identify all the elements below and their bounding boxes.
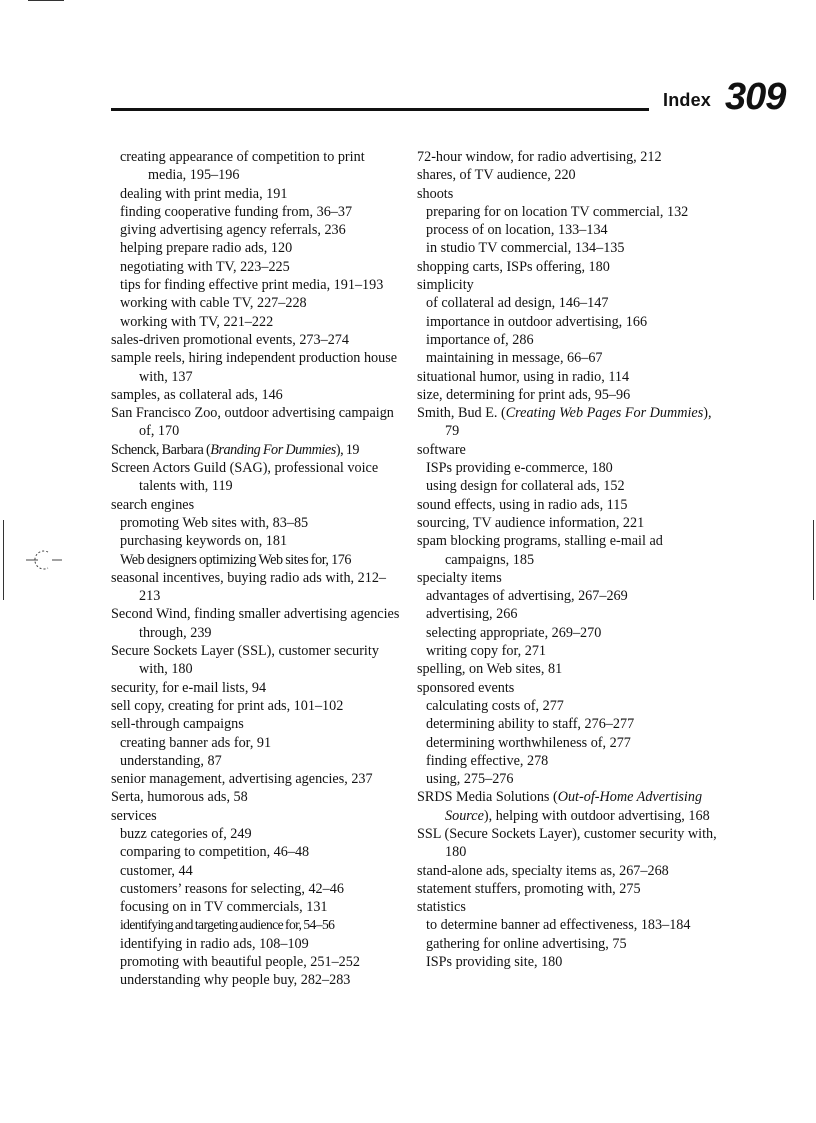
index-entry-text: buzz categories of, 249 bbox=[120, 825, 252, 842]
crop-mark-right bbox=[813, 520, 814, 600]
index-column-left bbox=[111, 148, 401, 990]
index-entry bbox=[111, 770, 401, 788]
index-entry-title: Creating Web Pages For Dummies bbox=[505, 405, 704, 422]
index-entry bbox=[417, 496, 717, 514]
index-entry-text: working with TV, 221–222 bbox=[120, 313, 274, 330]
index-entry-text: creating appearance of competition to print media, 195–196 bbox=[120, 149, 365, 184]
index-subentry bbox=[417, 221, 717, 239]
index-entry-text: size, determining for print ads, 95–96 bbox=[417, 386, 631, 403]
index-entry-text: working with cable TV, 227–228 bbox=[120, 295, 307, 312]
index-entry-text: statistics bbox=[417, 899, 466, 916]
crop-mark-left bbox=[3, 520, 4, 600]
index-entry-text: Web designers optimizing Web sites for, 176 bbox=[120, 551, 352, 568]
index-subentry bbox=[417, 587, 717, 605]
index-entry-text: shoots bbox=[417, 185, 454, 202]
index-entry-text: shopping carts, ISPs offering, 180 bbox=[417, 258, 610, 275]
index-entry-text: sponsored events bbox=[417, 679, 515, 696]
index-entry-text: customer, 44 bbox=[120, 862, 193, 879]
index-entry bbox=[111, 697, 401, 715]
index-entry-text: sound effects, using in radio ads, 115 bbox=[417, 496, 628, 513]
index-entry-text: security, for e-mail lists, 94 bbox=[111, 679, 267, 696]
index-entry-text: dealing with print media, 191 bbox=[120, 185, 288, 202]
index-subentry bbox=[417, 916, 717, 934]
index-entry-text: giving advertising agency referrals, 236 bbox=[120, 222, 346, 239]
index-subentry bbox=[417, 477, 717, 495]
index-entry bbox=[417, 276, 717, 294]
index-entry-text: Serta, humorous ads, 58 bbox=[111, 789, 248, 806]
index-entry bbox=[111, 349, 401, 386]
index-subentry bbox=[417, 331, 717, 349]
index-entry bbox=[417, 532, 717, 569]
index-entry-text: sell-through campaigns bbox=[111, 716, 244, 733]
index-entry-text: finding effective, 278 bbox=[426, 752, 549, 769]
index-entry bbox=[417, 898, 717, 916]
index-entry bbox=[111, 496, 401, 514]
index-entry-text: stand-alone ads, specialty items as, 267–268 bbox=[417, 862, 669, 879]
index-entry-text: maintaining in message, 66–67 bbox=[426, 350, 603, 367]
index-entry-text: seasonal incentives, buying radio ads with, 212–213 bbox=[111, 569, 387, 605]
index-entry-text: sell copy, creating for print ads, 101–102 bbox=[111, 697, 344, 714]
index-entry-text: ISPs providing site, 180 bbox=[426, 954, 563, 971]
index-entry-text: ISPs providing e-commerce, 180 bbox=[426, 460, 613, 477]
index-entry bbox=[417, 788, 717, 825]
index-subentry bbox=[417, 734, 717, 752]
index-entry-text: identifying and targeting audience for, 54–56 bbox=[120, 917, 335, 933]
index-entry bbox=[111, 569, 401, 606]
index-entry-text: senior management, advertising agencies, 237 bbox=[111, 771, 373, 788]
index-subentry bbox=[111, 258, 401, 276]
index-entry-title: Out-of-Home Advertising Source bbox=[445, 789, 703, 824]
running-header bbox=[111, 78, 791, 118]
index-subentry bbox=[111, 752, 401, 770]
index-entry-text: promoting with beautiful people, 251–252 bbox=[120, 954, 360, 971]
index-entry-text: understanding, 87 bbox=[120, 752, 222, 769]
index-subentry bbox=[111, 276, 401, 294]
index-entry-text: 72-hour window, for radio advertising, 212 bbox=[417, 149, 662, 165]
index-subentry bbox=[111, 551, 401, 569]
index-entry bbox=[417, 166, 717, 184]
index-entry-text: determining ability to staff, 276–277 bbox=[426, 716, 635, 733]
index-subentry bbox=[417, 294, 717, 312]
index-entry-text: focusing on in TV commercials, 131 bbox=[120, 899, 328, 916]
index-subentry bbox=[417, 624, 717, 642]
index-entry-text: specialty items bbox=[417, 569, 502, 586]
index-subentry bbox=[417, 239, 717, 257]
index-entry bbox=[111, 642, 401, 679]
index-entry-text: ), 19 bbox=[335, 441, 360, 458]
index-entry bbox=[417, 404, 717, 441]
index-subentry bbox=[111, 916, 401, 934]
index-entry-text: calculating costs of, 277 bbox=[426, 697, 564, 714]
index-entry-text: SRDS Media Solutions ( bbox=[417, 789, 558, 806]
index-entry-text: finding cooperative funding from, 36–37 bbox=[120, 203, 353, 220]
index-entry bbox=[417, 660, 717, 678]
index-entry bbox=[417, 258, 717, 276]
index-entry-text: advertising, 266 bbox=[426, 606, 518, 623]
index-entry bbox=[111, 459, 401, 496]
index-subentry bbox=[417, 605, 717, 623]
index-entry-text: Screen Actors Guild (SAG), professional voice talents with, 119 bbox=[111, 460, 379, 495]
index-entry-text: selecting appropriate, 269–270 bbox=[426, 624, 602, 641]
index-entry-text: sample reels, hiring independent production house with, 137 bbox=[111, 350, 398, 385]
index-entry bbox=[111, 788, 401, 806]
index-entry-text: SSL (Secure Sockets Layer), customer security with, 180 bbox=[417, 825, 717, 861]
index-subentry bbox=[417, 642, 717, 660]
index-subentry bbox=[417, 935, 717, 953]
index-subentry bbox=[417, 313, 717, 331]
index-entry bbox=[111, 679, 401, 697]
index-subentry bbox=[111, 148, 401, 185]
crop-mark-top bbox=[28, 0, 64, 1]
index-subentry bbox=[111, 221, 401, 239]
index-entry-text: Second Wind, finding smaller advertising agencies through, 239 bbox=[111, 606, 400, 641]
index-subentry bbox=[111, 313, 401, 331]
index-subentry bbox=[111, 294, 401, 312]
index-entry-text: using design for collateral ads, 152 bbox=[426, 478, 625, 495]
index-entry-text: importance in outdoor advertising, 166 bbox=[426, 313, 648, 330]
index-subentry bbox=[111, 734, 401, 752]
index-entry bbox=[111, 386, 401, 404]
index-entry bbox=[417, 368, 717, 386]
index-subentry bbox=[417, 752, 717, 770]
index-subentry bbox=[417, 349, 717, 367]
page-number: 309 bbox=[725, 76, 786, 118]
index-entry bbox=[111, 404, 401, 441]
index-subentry bbox=[111, 971, 401, 989]
index-entry-text: process of on location, 133–134 bbox=[426, 222, 608, 239]
index-entry-text: sales-driven promotional events, 273–274 bbox=[111, 331, 349, 348]
index-entry bbox=[111, 605, 401, 642]
index-entry-text: creating banner ads for, 91 bbox=[120, 734, 272, 751]
index-entry-text: Schenck, Barbara ( bbox=[111, 441, 211, 458]
index-subentry bbox=[417, 715, 717, 733]
index-entry-text: writing copy for, 271 bbox=[426, 643, 547, 660]
index-entry bbox=[417, 441, 717, 459]
index-entry-text: of collateral ad design, 146–147 bbox=[426, 295, 609, 312]
index-entry bbox=[111, 807, 401, 825]
index-subentry bbox=[111, 880, 401, 898]
index-entry-text: samples, as collateral ads, 146 bbox=[111, 386, 283, 403]
index-subentry bbox=[111, 532, 401, 550]
index-entry bbox=[417, 880, 717, 898]
index-subentry bbox=[111, 203, 401, 221]
index-entry bbox=[417, 185, 717, 203]
index-entry-text: statement stuffers, promoting with, 275 bbox=[417, 880, 641, 897]
index-subentry bbox=[417, 953, 717, 971]
index-subentry bbox=[111, 185, 401, 203]
index-entry-text: helping prepare radio ads, 120 bbox=[120, 240, 293, 257]
index-subentry bbox=[111, 514, 401, 532]
index-entry-text: sourcing, TV audience information, 221 bbox=[417, 514, 645, 531]
index-entry-text: spelling, on Web sites, 81 bbox=[417, 661, 563, 678]
index-entry-text: customers’ reasons for selecting, 42–46 bbox=[120, 880, 344, 897]
index-entry-text: tips for finding effective print media, 191–193 bbox=[120, 277, 384, 294]
index-entry-text: services bbox=[111, 807, 157, 824]
index-subentry bbox=[111, 825, 401, 843]
index-entry bbox=[417, 148, 717, 166]
index-subentry bbox=[417, 459, 717, 477]
index-entry-text: ), 79 bbox=[445, 405, 712, 440]
index-entry-text: search engines bbox=[111, 496, 195, 513]
index-subentry bbox=[111, 898, 401, 916]
index-subentry bbox=[111, 862, 401, 880]
index-entry-text: negotiating with TV, 223–225 bbox=[120, 258, 290, 275]
index-subentry bbox=[111, 953, 401, 971]
index-column-right bbox=[417, 148, 717, 971]
index-entry-text: San Francisco Zoo, outdoor advertising campaign of, 170 bbox=[111, 405, 394, 440]
index-entry-text: software bbox=[417, 441, 466, 458]
index-entry-text: comparing to competition, 46–48 bbox=[120, 844, 310, 861]
index-subentry bbox=[417, 697, 717, 715]
index-entry-text: promoting Web sites with, 83–85 bbox=[120, 514, 309, 531]
index-entry-text: simplicity bbox=[417, 277, 474, 294]
index-entry-text: using, 275–276 bbox=[426, 771, 514, 788]
index-subentry bbox=[417, 770, 717, 788]
index-entry-text: identifying in radio ads, 108–109 bbox=[120, 935, 309, 952]
index-subentry bbox=[111, 843, 401, 861]
index-entry-text: ), helping with outdoor advertising, 168 bbox=[483, 807, 710, 824]
index-entry bbox=[417, 386, 717, 404]
index-entry-text: in studio TV commercial, 134–135 bbox=[426, 240, 625, 257]
index-entry bbox=[417, 514, 717, 532]
index-entry-text: importance of, 286 bbox=[426, 331, 534, 348]
index-entry bbox=[111, 441, 401, 459]
index-entry-text: purchasing keywords on, 181 bbox=[120, 533, 288, 550]
index-subentry bbox=[111, 935, 401, 953]
index-entry bbox=[417, 862, 717, 880]
index-entry-text: situational humor, using in radio, 114 bbox=[417, 368, 630, 385]
index-subentry bbox=[417, 203, 717, 221]
index-entry-text: understanding why people buy, 282–283 bbox=[120, 972, 351, 989]
index-entry-text: preparing for on location TV commercial, 132 bbox=[426, 203, 689, 220]
section-title: Index bbox=[663, 90, 712, 110]
index-entry-text: determining worthwhileness of, 277 bbox=[426, 734, 631, 751]
index-entry bbox=[111, 715, 401, 733]
index-entry bbox=[417, 679, 717, 697]
index-entry-text: Secure Sockets Layer (SSL), customer security with, 180 bbox=[111, 643, 379, 678]
index-subentry bbox=[111, 239, 401, 257]
index-entry bbox=[111, 331, 401, 349]
index-entry-title: Branding For Dummies bbox=[210, 441, 336, 458]
header-rule bbox=[111, 108, 649, 111]
index-entry bbox=[417, 569, 717, 587]
index-entry-text: shares, of TV audience, 220 bbox=[417, 167, 576, 184]
index-entry-text: advantages of advertising, 267–269 bbox=[426, 588, 628, 605]
index-entry-text: to determine banner ad effectiveness, 183–184 bbox=[426, 917, 691, 934]
index-entry-text: gathering for online advertising, 75 bbox=[426, 935, 627, 952]
registration-mark-icon bbox=[24, 548, 64, 572]
index-entry-text: Smith, Bud E. ( bbox=[417, 405, 506, 422]
index-entry-text: spam blocking programs, stalling e-mail ad campaigns, 185 bbox=[417, 533, 663, 568]
index-entry bbox=[417, 825, 717, 862]
